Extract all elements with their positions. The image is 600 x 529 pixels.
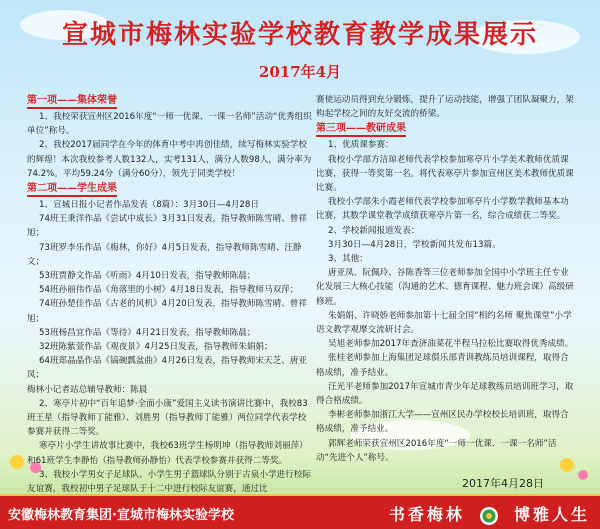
paragraph: 我校小学部朱小霞老师代表学校参加寒亭片小学数学教师基本功比赛，其数学课堂教学成绩获寒亭片第一名，综合成绩获二等奖。: [316, 197, 569, 222]
paragraph: 2、寒亭片初中“百年追梦·全面小康”爱国主义读书演讲比赛中，我校83班王星（指导教师丁能雅）、刘胜男（指导教师丁能雅）两位同学代表学校参赛并获得二等奖。: [27, 398, 308, 438]
section-heading-row: [316, 121, 574, 138]
paragraph: 53班贾静文作品《听雨》4月10日发表，指导教师陈晨；: [39, 271, 256, 282]
paragraph: 梅林小记者站总辅导教师：陈晨: [27, 384, 148, 395]
paragraph: 1、优质课参赛：: [328, 140, 394, 151]
paragraph: 我校小学部方洁琼老师代表学校参加寒亭片小学美术教师优质课比赛，获得一等奖第一名。将代表寒亭片参加宣州区美术教师优质课比赛。: [316, 154, 574, 194]
left-column: [27, 93, 313, 496]
paragraph: 郭辉老师荣获宣州区2016年度“一师一优课、一课一名师”活动“先进个人”称号。: [316, 438, 557, 463]
section-heading: 第三项——教研成果: [316, 122, 406, 137]
paragraph: 3、其他：: [328, 254, 368, 265]
paragraph: 32班陈紫萱作品《观夜景》4月25日发表，指导教师朱娟娟；: [39, 342, 273, 353]
flower-decoration: [578, 470, 588, 480]
footer-banner: [0, 494, 600, 529]
paragraph: 张桂老师参加上海集团足球俱乐部青训教练员培训课程，取得合格成绩，准予结业。: [316, 353, 569, 378]
paragraph: 吴旭老师参加2017年查济油菜花半程马拉松比赛取得优秀成绩。: [328, 339, 574, 350]
paragraph: 2、学校新闻报道发表：: [328, 225, 420, 236]
paragraph: 3月30日—4月28日，学校新闻共发布13篇。: [328, 239, 501, 250]
paragraph: 74班王秉洋作品《尝试中成长》3月31日发表，指导教师陈雪晴、曾祥旭；: [27, 214, 307, 239]
signoff-date: 2017年4月28日: [462, 477, 544, 490]
section-heading: 第一项——集体荣誉: [27, 94, 117, 109]
flower-decoration: [10, 455, 24, 469]
paragraph: 3、我校小学男女子足球队、小学生男子篮球队分别于古泉小学进行校际友谊赛，我校初中男子足球队于十二中进行校际友谊赛，通过比: [27, 469, 311, 495]
paragraph: 2、我校2017届同学在今年的体育中考中再创佳绩，续写梅林实验学校的辉煌！本次我校参考人数132人，实考131人，满分人数98人，满分率为74.2%。平均59.24分（满分60分），领先于同类学校！: [27, 140, 312, 179]
school-motto: [387, 502, 592, 526]
paragraph: 74班孙楚佳作品《古老的风机》4月20日发表，指导教师陈雪晴、曾祥旭；: [27, 299, 307, 324]
motto-right: 博雅人生: [513, 505, 590, 524]
paragraph: 寒亭片小学生讲故事比赛中，我校63班学生杨明坤（指导教师刘丽萍）和61班学生李静怡（指导教师孙静怡）代表学校参赛并获得二等奖。: [27, 441, 308, 466]
paragraph: 1、宣城日报小记者作品发表（8篇）：3月30日—4月28日: [39, 200, 259, 211]
motto-left: 书香梅林: [388, 505, 465, 524]
paragraph: 赛使运动员得到充分锻炼，提升了运动技能，增强了团队凝聚力，架构起学校之间的友好交流的桥梁。: [316, 95, 574, 120]
paragraph: 朱娟娟、许晓娇老师参加第十七届全国“相约名师 聚焦课堂”小学语文教学观摩交流研讨会。: [316, 310, 572, 336]
school-name: 安徽梅林教育集团·宣城市梅林实验学校: [8, 508, 234, 523]
page-title: 宣城市梅林实验学校教育教学成果展示: [61, 20, 538, 50]
paragraph: 73班罗李乐作品《梅林，你好》4月5日发表，指导教师陈雪晴、汪静文；: [27, 242, 302, 267]
paragraph: 唐亚凤、阮佩玲、谷陈香等三位老师参加全国中小学班主任专业化发展三大核心技能（沟通的艺术、德育课程、魅力班会课）高级研修班。: [316, 268, 574, 307]
section-heading-row: [27, 93, 313, 110]
section-heading-row: [27, 181, 313, 198]
paragraph: 1、我校荣获宣州区2016年度“一师一优课、一课一名师”活动“优秀组织单位”称号。: [27, 112, 312, 137]
paragraph: 54班孙丽伟作品《角落里的小树》4月18日发表，指导教师马双萍；: [39, 285, 299, 296]
paragraph: 53班杨昌宜作品《等待》4月21日发表，指导教师陈晨；: [39, 327, 256, 338]
right-column: [316, 93, 574, 465]
paragraph: 64班郑晶晶作品《镐碗瓢盆曲》4月26日发表，指导教师宋天芝、唐亚凤；: [27, 356, 307, 381]
paragraph: 李彬老师参加浙江大学——宣州区民办学校校长培训班，取得合格成绩，准予结业。: [316, 410, 569, 435]
paragraph: 汪光平老师参加2017年宣城市青少年足球教练员培训班学习，取得合格成绩。: [316, 381, 574, 407]
section-heading: 第二项——学生成果: [27, 182, 117, 197]
school-emblem-icon: [479, 506, 499, 526]
page-date: 2017年4月: [258, 63, 342, 81]
